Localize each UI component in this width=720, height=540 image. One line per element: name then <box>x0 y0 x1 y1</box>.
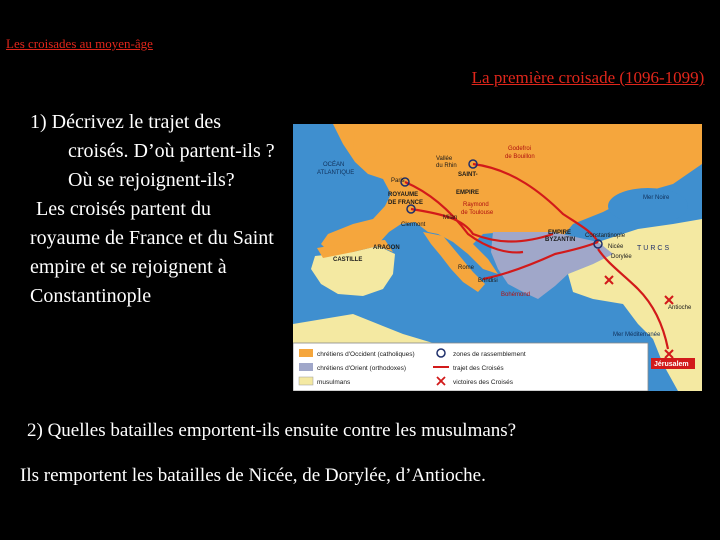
map-label-empire: EMPIRE <box>456 190 480 196</box>
legend-gathering: zones de rassemblement <box>453 351 526 358</box>
map-label-aragon: ARAGON <box>373 245 400 251</box>
map-label-raymond: Raymond <box>463 202 489 208</box>
legend-muslims: musulmans <box>317 379 351 386</box>
legend-swatch-western <box>299 349 313 357</box>
question-2: 2) Quelles batailles emportent-ils ensuite contre les musulmans? <box>27 420 517 441</box>
black-sea <box>608 188 688 224</box>
map-label-antioche: Antioche <box>668 305 692 311</box>
map-title: La première croisade (1096-1099) <box>471 68 705 87</box>
legend-eastern: chrétiens d'Orient (orthodoxes) <box>317 365 407 372</box>
map-label-royaume: ROYAUME <box>388 192 419 198</box>
map-label-nicee: Nicée <box>608 244 624 250</box>
map-label-castille: CASTILLE <box>333 257 363 263</box>
crusade-map <box>293 124 702 391</box>
question-1-block <box>30 108 280 311</box>
map-label-paris: Paris <box>391 178 405 184</box>
map-label-bohemond: Bohémond <box>501 292 531 298</box>
slide-title: Les croisades au moyen-âge <box>6 36 153 51</box>
map-label-clermont: Clermont <box>401 222 426 228</box>
map-label-du-rhin: du Rhin <box>436 163 457 169</box>
legend-swatch-muslims <box>299 377 313 385</box>
map-legend <box>293 343 648 391</box>
answer-1: Les croisés partent du royaume de France et du Saint empire et se rejoignent à Constantinople <box>30 198 274 307</box>
map-label-milan: Milan <box>443 215 458 221</box>
map-label-mer-noire: Mer Noire <box>643 195 670 201</box>
map-label-vallee: Vallée <box>436 156 453 162</box>
question-1: 1) Décrivez le trajet des croisés. D’où partent-ils ? Où se rejoignent-ils? <box>30 111 275 191</box>
map-label-mer-mediterranee: Mer Méditerranée <box>613 332 661 338</box>
map-label-de-bouillon: de Bouillon <box>505 154 535 160</box>
map-label-atlantique: ATLANTIQUE <box>317 170 355 176</box>
map-label-jerusalem: Jérusalem <box>654 361 689 368</box>
map-label-rome: Rome <box>458 265 475 271</box>
legend-route: trajet des Croisés <box>453 365 504 372</box>
map-label-ocean: OCÉAN <box>323 162 345 168</box>
map-label-godefroi: Godefroi <box>508 146 532 152</box>
map-label-de-france: DE FRANCE <box>388 200 424 206</box>
map-label-empire2: EMPIRE <box>548 230 572 236</box>
legend-victories: victoires des Croisés <box>453 379 513 386</box>
legend-western: chrétiens d'Occident (catholiques) <box>317 351 415 358</box>
map-label-saint: SAINT- <box>458 172 478 178</box>
map-label-constantinople: Constantinople <box>585 233 626 239</box>
map-label-brindisi: Brindisi <box>478 278 498 284</box>
map-label-dorylee: Dorylée <box>611 254 632 260</box>
map-label-turcs: TURCS <box>637 245 672 252</box>
map-label-byzantin: BYZANTIN <box>545 237 576 243</box>
map-label-de-toulouse: de Toulouse <box>461 210 494 216</box>
legend-swatch-eastern <box>299 363 313 371</box>
answer-2: Ils remportent les batailles de Nicée, de Dorylée, d’Antioche. <box>20 465 486 486</box>
